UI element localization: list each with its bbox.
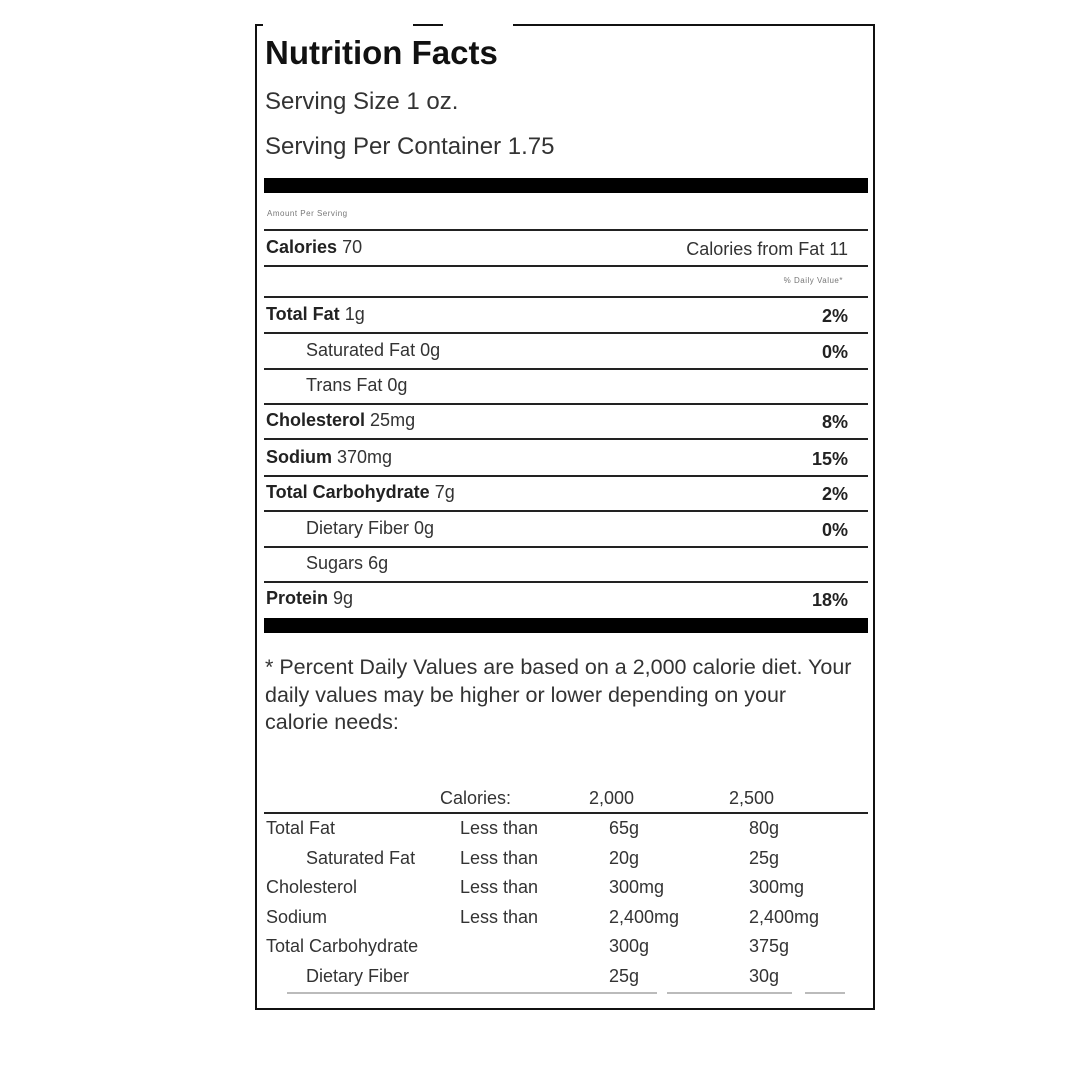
calories-label: Calories 70 (266, 237, 363, 257)
torn-edge (805, 992, 845, 994)
torn-edge (667, 992, 792, 994)
column-2000: 2,000 (589, 788, 635, 808)
torn-edge (443, 24, 513, 27)
divider (264, 265, 868, 267)
nutrient-row (264, 404, 868, 438)
label-title: Nutrition Facts (265, 34, 498, 71)
limit-text: Less than (460, 818, 539, 838)
nutrient-row (264, 298, 868, 332)
daily-value-header: % Daily Value* (783, 276, 843, 285)
value-2500: 25g (749, 848, 780, 868)
value-2000: 20g (609, 848, 640, 868)
thick-divider (264, 618, 868, 633)
nutrient-row (264, 334, 868, 368)
limit-text: Less than (460, 877, 539, 897)
daily-value-percent: 8% (821, 412, 848, 432)
nutrient-name: Dietary Fiber 0g (306, 518, 435, 538)
value-2000: 300g (609, 936, 650, 956)
nutrient-name: Total Carbohydrate (266, 936, 419, 956)
footnote-text: * Percent Daily Values are based on a 2,000 calorie diet. Your daily values may be higher or lower depending on your calorie needs: (265, 655, 852, 734)
value-2500: 80g (749, 818, 780, 838)
nutrient-row (264, 441, 868, 475)
nutrient-name: Saturated Fat 0g (306, 340, 441, 360)
nutrient-name: Total Fat 1g (266, 304, 365, 324)
nutrient-row (264, 476, 868, 510)
daily-value-percent: 15% (811, 449, 848, 469)
calories-from-fat: Calories from Fat 11 (686, 239, 848, 259)
value-2000: 25g (609, 966, 640, 986)
nutrient-row (264, 547, 868, 581)
nutrient-name: Protein 9g (266, 588, 354, 608)
value-2500: 300mg (749, 877, 805, 897)
nutrient-name: Total Fat (266, 818, 336, 838)
nutrient-name: Sodium (266, 907, 328, 927)
value-2500: 30g (749, 966, 780, 986)
value-2000: 300mg (609, 877, 665, 897)
calories-header: Calories: (440, 788, 512, 808)
nutrient-name: Cholesterol (266, 877, 358, 897)
calories-row (264, 231, 868, 265)
value-2500: 375g (749, 936, 790, 956)
nutrient-row (264, 512, 868, 546)
limit-text: Less than (460, 848, 539, 868)
nutrient-name: Sugars 6g (306, 553, 389, 573)
nutrient-name: Sodium 370mg (266, 447, 393, 467)
nutrient-name: Saturated Fat (306, 848, 416, 868)
nutrient-name: Total Carbohydrate 7g (266, 482, 455, 502)
servings-per-container: Serving Per Container 1.75 (265, 133, 555, 160)
limit-text: Less than (460, 907, 539, 927)
divider (264, 438, 868, 440)
nutrient-row (264, 582, 868, 616)
thick-divider (264, 178, 868, 193)
value-2000: 65g (609, 818, 640, 838)
torn-edge (263, 24, 413, 27)
value-2000: 2,400mg (609, 907, 680, 927)
nutrient-row (264, 369, 868, 403)
daily-value-percent: 18% (811, 590, 848, 610)
nutrient-name: Trans Fat 0g (306, 375, 408, 395)
daily-value-percent: 2% (821, 306, 848, 326)
nutrient-name: Dietary Fiber (306, 966, 410, 986)
daily-value-percent: 2% (821, 484, 848, 504)
value-2500: 2,400mg (749, 907, 820, 927)
daily-value-percent: 0% (821, 520, 848, 540)
nutrient-name: Cholesterol 25mg (266, 410, 416, 430)
column-2500: 2,500 (729, 788, 775, 808)
daily-value-percent: 0% (821, 342, 848, 362)
torn-edge (287, 992, 657, 994)
serving-size: Serving Size 1 oz. (265, 88, 459, 115)
amount-per-serving: Amount Per Serving (267, 209, 348, 218)
divider (264, 812, 868, 814)
nutrition-facts-label (255, 24, 875, 1010)
